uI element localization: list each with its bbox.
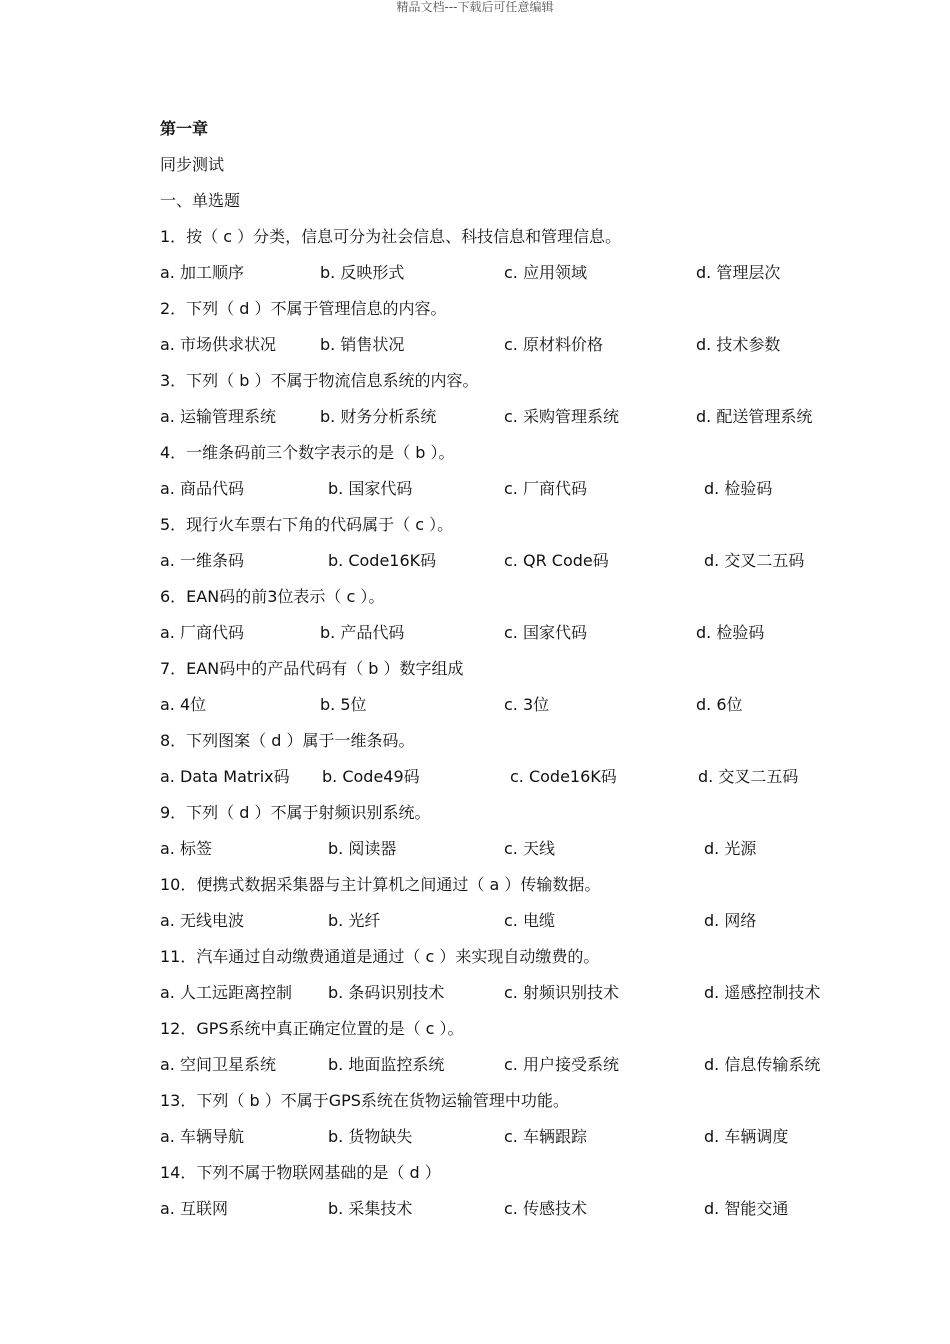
option-a: a. 互联网 xyxy=(160,1199,228,1218)
option-c: c. QR Code码 xyxy=(504,551,609,570)
question-text: 7．EAN码中的产品代码有（ b ）数字组成 xyxy=(160,659,464,678)
option-row xyxy=(160,332,860,368)
question-text: 8．下列图案（ d ）属于一维条码。 xyxy=(160,731,415,750)
option-a: a. 厂商代码 xyxy=(160,623,244,642)
option-c: c. 国家代码 xyxy=(504,623,587,642)
option-row xyxy=(160,980,860,1016)
option-c: c. 射频识别技术 xyxy=(504,983,619,1002)
option-c: c. 采购管理系统 xyxy=(504,407,619,426)
option-c: c. 车辆跟踪 xyxy=(504,1127,587,1146)
option-b: b. 财务分析系统 xyxy=(320,407,437,426)
option-b: b. 光纤 xyxy=(328,911,381,930)
option-b: b. 地面监控系统 xyxy=(328,1055,445,1074)
option-b: b. 采集技术 xyxy=(328,1199,413,1218)
option-a: a. 无线电波 xyxy=(160,911,244,930)
option-row xyxy=(160,548,860,584)
question-text: 4．一维条码前三个数字表示的是（ b ）。 xyxy=(160,443,455,462)
option-c: c. 天线 xyxy=(504,839,555,858)
option-c: c. 用户接受系统 xyxy=(504,1055,619,1074)
option-row xyxy=(160,836,860,872)
option-a: a. 商品代码 xyxy=(160,479,244,498)
option-c: c. 电缆 xyxy=(504,911,555,930)
option-a: a. 一维条码 xyxy=(160,551,244,570)
question-text: 10．便携式数据采集器与主计算机之间通过（ a ）传输数据。 xyxy=(160,875,601,894)
option-a: a. 空间卫星系统 xyxy=(160,1055,276,1074)
option-row xyxy=(160,260,860,296)
option-d: d. 车辆调度 xyxy=(704,1127,789,1146)
question-text: 14．下列不属于物联网基础的是（ d ） xyxy=(160,1163,441,1182)
option-row xyxy=(160,908,860,944)
question-text: 2．下列（ d ）不属于管理信息的内容。 xyxy=(160,299,447,318)
option-c: c. Code16K码 xyxy=(510,767,617,786)
option-row xyxy=(160,1196,860,1232)
option-c: c. 厂商代码 xyxy=(504,479,587,498)
question-text: 13．下列（ b ）不属于GPS系统在货物运输管理中功能。 xyxy=(160,1091,569,1110)
option-b: b. 反映形式 xyxy=(320,263,405,282)
option-b: b. 销售状况 xyxy=(320,335,405,354)
question-text: 11．汽车通过自动缴费通道是通过（ c ）来实现自动缴费的。 xyxy=(160,947,600,966)
page-header: 精品文档---下载后可任意编辑 xyxy=(396,0,554,14)
option-d: d. 检验码 xyxy=(696,623,765,642)
question-list xyxy=(160,224,860,1232)
question-text: 12．GPS系统中真正确定位置的是（ c ）。 xyxy=(160,1019,464,1038)
option-c: c. 传感技术 xyxy=(504,1199,587,1218)
option-d: d. 交叉二五码 xyxy=(698,767,799,786)
question-text: 5．现行火车票右下角的代码属于（ c ）。 xyxy=(160,515,454,534)
option-d: d. 交叉二五码 xyxy=(704,551,805,570)
option-d: d. 网络 xyxy=(704,911,757,930)
option-d: d. 智能交通 xyxy=(704,1199,789,1218)
option-d: d. 配送管理系统 xyxy=(696,407,813,426)
option-c: c. 3位 xyxy=(504,695,550,714)
option-row xyxy=(160,476,860,512)
option-c: c. 应用领域 xyxy=(504,263,587,282)
option-d: d. 技术参数 xyxy=(696,335,781,354)
part-title: 一、单选题 xyxy=(160,191,241,210)
option-a: a. 加工顺序 xyxy=(160,263,244,282)
document-body xyxy=(160,116,860,1232)
question-text: 1．按（ c ）分类，信息可分为社会信息、科技信息和管理信息。 xyxy=(160,227,622,246)
option-a: a. 4位 xyxy=(160,695,207,714)
option-b: b. 阅读器 xyxy=(328,839,397,858)
option-b: b. 产品代码 xyxy=(320,623,405,642)
option-c: c. 原材料价格 xyxy=(504,335,603,354)
option-d: d. 遥感控制技术 xyxy=(704,983,821,1002)
question-text: 9．下列（ d ）不属于射频识别系统。 xyxy=(160,803,431,822)
option-row xyxy=(160,620,860,656)
option-b: b. 国家代码 xyxy=(328,479,413,498)
chapter-title: 第一章 xyxy=(160,119,209,138)
option-b: b. Code16K码 xyxy=(328,551,437,570)
option-row xyxy=(160,692,860,728)
option-a: a. 车辆导航 xyxy=(160,1127,244,1146)
option-b: b. 货物缺失 xyxy=(328,1127,413,1146)
option-d: d. 信息传输系统 xyxy=(704,1055,821,1074)
option-d: d. 检验码 xyxy=(704,479,773,498)
option-a: a. 市场供求状况 xyxy=(160,335,276,354)
question-text: 3．下列（ b ）不属于物流信息系统的内容。 xyxy=(160,371,479,390)
option-row xyxy=(160,1052,860,1088)
option-row xyxy=(160,404,860,440)
section-title: 同步测试 xyxy=(160,155,225,174)
option-b: b. 5位 xyxy=(320,695,367,714)
option-a: a. 标签 xyxy=(160,839,212,858)
option-a: a. Data Matrix码 xyxy=(160,767,290,786)
option-a: a. 运输管理系统 xyxy=(160,407,276,426)
option-row xyxy=(160,1124,860,1160)
option-b: b. 条码识别技术 xyxy=(328,983,445,1002)
option-d: d. 管理层次 xyxy=(696,263,781,282)
option-d: d. 6位 xyxy=(696,695,743,714)
option-b: b. Code49码 xyxy=(322,767,420,786)
option-a: a. 人工远距离控制 xyxy=(160,983,292,1002)
option-row xyxy=(160,764,860,800)
question-text: 6．EAN码的前3位表示（ c ）。 xyxy=(160,587,385,606)
option-d: d. 光源 xyxy=(704,839,757,858)
